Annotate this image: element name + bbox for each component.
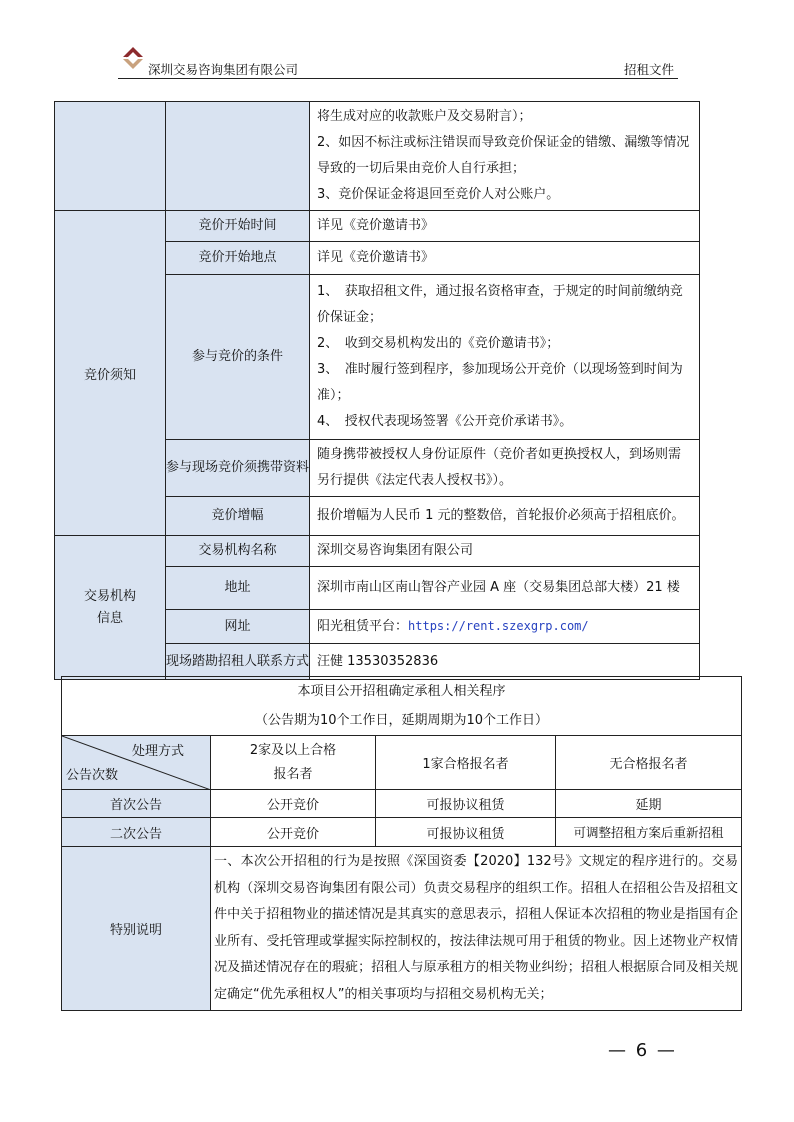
row-label-second: 二次公告 — [62, 818, 211, 847]
table-row — [62, 847, 742, 1011]
deposit-notes-cell — [310, 102, 700, 211]
procedure-title-line1: 本项目公开招租确定承租人相关程序 — [297, 684, 506, 699]
label-agency-name: 交易机构名称 — [166, 536, 310, 567]
website-link[interactable]: https://rent.szexgrp.com/ — [408, 619, 589, 633]
bidding-info-table — [54, 101, 700, 680]
label-conditions: 参与竞价的条件 — [166, 275, 310, 440]
page-header — [118, 44, 678, 79]
table-row — [62, 736, 742, 790]
table-row — [62, 790, 742, 818]
section-bid-notice: 竞价须知 — [55, 211, 166, 536]
label-start-time: 竞价开始时间 — [166, 211, 310, 242]
header-one: 1家合格报名者 — [376, 736, 556, 790]
condition-item: 1、 获取招租文件，通过报名资格审查，于规定的时间前缴纳竞价保证金； — [317, 284, 683, 325]
procedure-table — [61, 676, 742, 1011]
company-name: 深圳交易咨询集团有限公司 — [148, 62, 299, 77]
website-prefix: 阳光租赁平台： — [317, 619, 409, 634]
table-row — [55, 211, 700, 242]
label-start-place: 竞价开始地点 — [166, 242, 310, 275]
special-notes-label: 特别说明 — [62, 847, 211, 1011]
label-contact: 现场踏勘招租人联系方式 — [166, 644, 310, 680]
company-logo-icon — [120, 45, 146, 75]
condition-item: 2、 收到交易机构发出的《竞价邀请书》； — [317, 336, 560, 351]
header-notice-count: 公告次数 — [66, 768, 119, 783]
deposit-note-line: 将生成对应的收款账户及交易附言）； — [317, 109, 532, 124]
document-type: 招租文件 — [623, 62, 674, 77]
label-address: 地址 — [166, 567, 310, 610]
diagonal-header-cell — [62, 736, 211, 790]
condition-item: 3、 准时履行签到程序，参加现场公开竞价（以现场签到时间为准）； — [317, 362, 683, 403]
deposit-note-line: 3、竞价保证金将退回至竞价人对公账户。 — [317, 187, 560, 202]
section-cell-empty — [55, 102, 166, 211]
table-row — [62, 818, 742, 847]
table-row — [55, 536, 700, 567]
value-increment: 报价增幅为人民币 1 元的整数倍，首轮报价必须高于招租底价。 — [310, 497, 700, 536]
header-none: 无合格报名者 — [556, 736, 742, 790]
cell-first-b: 可报协议租赁 — [376, 790, 556, 818]
header-handling-method: 处理方式 — [131, 744, 184, 759]
value-start-time: 详见《竞价邀请书》 — [310, 211, 700, 242]
label-carry-materials: 参与现场竞价须携带资料 — [166, 440, 310, 497]
cell-second-b: 可报协议租赁 — [376, 818, 556, 847]
section-agency-info: 交易机构信息 — [55, 536, 166, 680]
label-increment: 竞价增幅 — [166, 497, 310, 536]
procedure-title-line2: （公告期为10个工作日，延期周期为10个工作日） — [254, 713, 549, 728]
deposit-note-line: 2、如因不标注或标注错误而导致竞价保证金的错缴、漏缴等情况导致的一切后果由竞价人自行承担； — [317, 135, 690, 176]
label-cell-empty — [166, 102, 310, 211]
cell-first-c: 延期 — [556, 790, 742, 818]
value-carry-materials: 随身携带被授权人身份证原件（竞价者如更换授权人，到场则需另行提供《法定代表人授权书》）。 — [310, 440, 700, 497]
value-website — [310, 610, 700, 644]
value-contact: 汪健 13530352836 — [310, 644, 700, 680]
row-label-first: 首次公告 — [62, 790, 211, 818]
table-row — [55, 102, 700, 211]
value-address: 深圳市南山区南山智谷产业园 A 座（交易集团总部大楼）21 楼 — [310, 567, 700, 610]
cell-second-c: 可调整招租方案后重新招租 — [556, 818, 742, 847]
conditions-list — [310, 275, 700, 440]
cell-second-a: 公开竞价 — [211, 818, 376, 847]
cell-first-a: 公开竞价 — [211, 790, 376, 818]
header-two-plus: 2家及以上合格报名者 — [211, 736, 376, 790]
value-agency-name: 深圳交易咨询集团有限公司 — [310, 536, 700, 567]
page-number: — 6 — — [608, 1040, 677, 1061]
label-website: 网址 — [166, 610, 310, 644]
condition-item: 4、 授权代表现场签署《公开竞价承诺书》。 — [317, 414, 573, 429]
value-start-place: 详见《竞价邀请书》 — [310, 242, 700, 275]
special-notes-text: 一、本次公开招租的行为是按照《深国资委【2020】132号》文规定的程序进行的。交易机构（深圳交易咨询集团有限公司）负责交易程序的组织工作。招租人在招租公告及招租文件中关于招租物业的描述情况是其真实的意思表示，招租人保证本次招租的物业是指国有企业所有、受托管理或掌握实际控制权的，按法律法规可用于租赁的物业。因上述物业产权情况及描述情况存在的瑕疵；招租人与原承租方的相关物业纠纷；招租人根据原合同及相关规定确定“优先承租权人”的相关事项均与招租交易机构无关； — [211, 847, 742, 1011]
table-row — [62, 677, 742, 736]
procedure-title — [62, 677, 742, 736]
